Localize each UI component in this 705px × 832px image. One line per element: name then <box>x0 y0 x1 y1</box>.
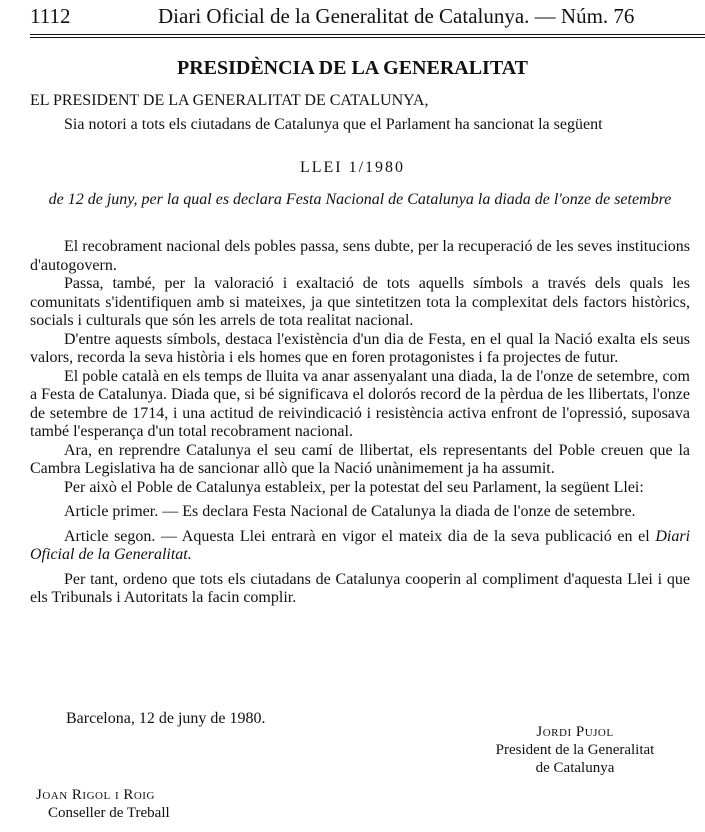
paragraph-preamble-1: El recobrament nacional dels pobles passa, sens dubte, per la recuperació de les seves institucions d'autogovern. <box>30 238 690 274</box>
paragraph-closing: Per tant, ordeno que tots els ciutadans de Catalunya cooperin al compliment d'aquesta Llei i que els Tribunals i Autoritats la facin complir. <box>30 570 690 606</box>
header-rule-top <box>30 34 705 35</box>
paragraph-preamble-2: Passa, també, per la valoració i exaltació de tots aquells símbols a través dels quals les comunitats s'identifiquen amb si mateixes, ja que sintetitzen tota la complexitat dels factors històrics, socials i culturals que són les arrels de tota realitat nacional. <box>30 275 690 329</box>
paragraph-preamble-5: Ara, en reprendre Catalunya el seu camí de llibertat, els representants del Poble creuen que la Cambra Legislativa ha de sancionar allò que la Nació unànimement ja ha assumit. <box>30 441 690 477</box>
header-rule-bottom <box>30 37 705 38</box>
journal-name: Diari Oficial de la Generalitat. <box>30 527 691 563</box>
section-heading: PRESIDÈNCIA DE LA GENERALITAT <box>176 57 528 79</box>
promulgation-text: Sia notori a tots els ciutadans de Catalunya que el Parlament ha sancionat la següent <box>64 116 603 133</box>
signature-minister <box>36 786 236 822</box>
signature-president <box>490 723 660 777</box>
article-second-text: Article segon. — Aquesta Llei entrarà en vigor el mateix dia de la seva publicació en el <box>64 527 650 545</box>
page-number: 1112 <box>30 4 71 28</box>
place-date: Barcelona, 12 de juny de 1980. <box>66 710 266 727</box>
issuer-line: EL PRESIDENT DE LA GENERALITAT DE CATALUNYA, <box>30 92 429 109</box>
law-title: LLEI 1/1980 <box>299 159 406 176</box>
paragraph-preamble-3: D'entre aquests símbols, destaca l'existència d'un dia de Festa, en el qual la Nació exalta els seus valors, recorda la seva història i els homes que en foren protagonistes i fa projectes de futur. <box>30 330 690 366</box>
law-subtitle: de 12 de juny, per la qual es declara Festa Nacional de Catalunya la diada de l'onze de setembre <box>48 191 672 208</box>
law-body <box>30 238 690 608</box>
article-first: Article primer. — Es declara Festa Nacional de Catalunya la diada de l'onze de setembre. <box>64 503 636 520</box>
paragraph-preamble-4: El poble català en els temps de lluita va anar assenyalant una diada, la de l'onze de setembre, com a Festa de Catalunya. Diada que, si bé significava el dolorós record de la pèrdua de les llibertats, l'onze de setembre de 1714, i una actitud de reivindicació i resistència activa enfront de l'opressió, suposava també l'esperança d'un total recobrament nacional. <box>30 367 690 440</box>
running-header-title: Diari Oficial de la Generalitat de Catalunya. — Núm. 76 <box>158 4 635 28</box>
article-second <box>30 528 690 565</box>
minister-title: Conseller de Treball <box>48 805 170 821</box>
president-name: Jordi Pujol <box>536 724 614 740</box>
paragraph-enactment: Per això el Poble de Catalunya estableix, per la potestat del seu Parlament, la següent Llei: <box>64 478 644 496</box>
president-title: President de la Generalitat de Catalunya <box>495 742 655 776</box>
minister-name: Joan Rigol i Roig <box>36 787 155 803</box>
